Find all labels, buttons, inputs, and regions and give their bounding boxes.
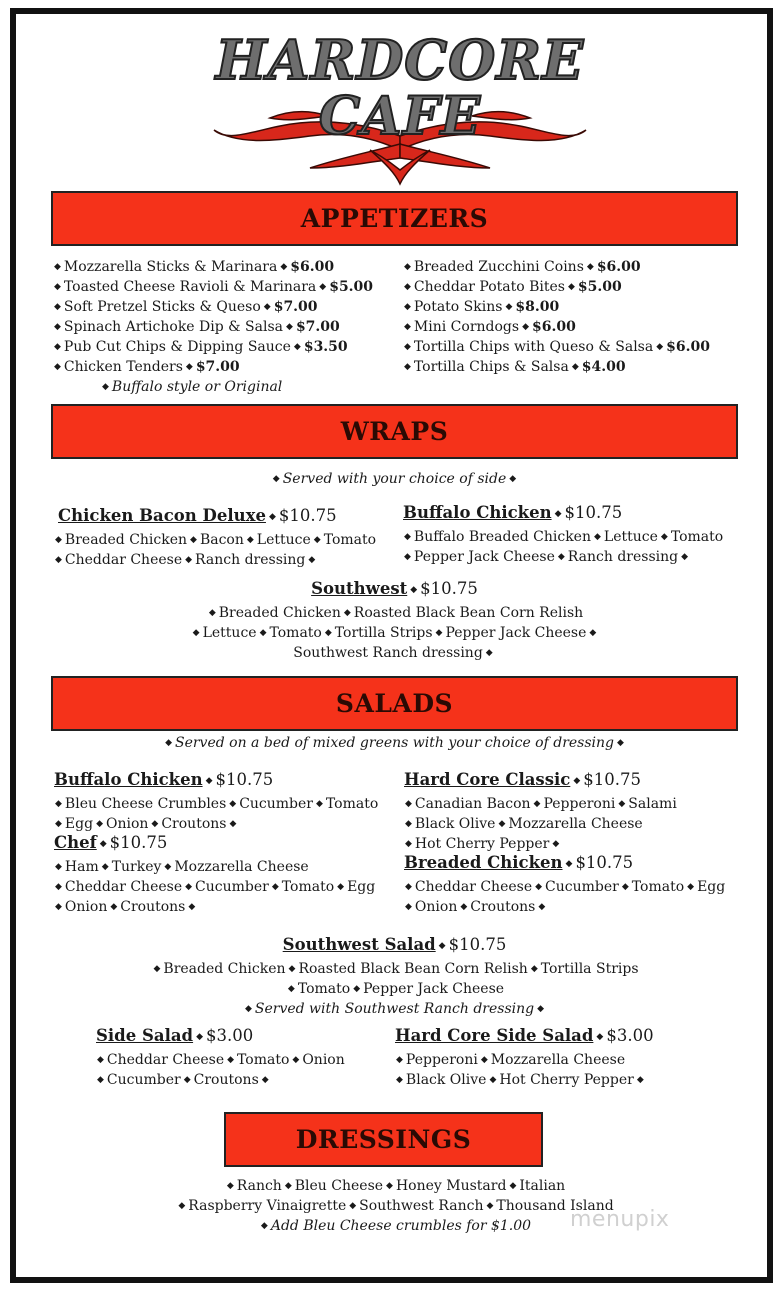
wraps-banner (51, 404, 738, 459)
list-item: ◆ Tortilla Chips with Queso & Salsa ◆ $6.00 (404, 339, 710, 355)
appetizers-banner (51, 191, 738, 246)
wraps-subtitle: ◆ Served with your choice of side ◆ (272, 471, 517, 487)
list-item: ◆ Potato Skins ◆ $8.00 (404, 299, 560, 315)
watermark: menupix (570, 1207, 670, 1232)
wraps-title: WRAPS (340, 417, 449, 446)
list-item: ◆ Mini Corndogs ◆ $6.00 (404, 319, 576, 335)
list-item: ◆ Pub Cut Chips & Dipping Sauce ◆ $3.50 (54, 339, 348, 355)
list-item: ◆ Soft Pretzel Sticks & Queso ◆ $7.00 (54, 299, 318, 315)
salads-banner (51, 676, 738, 731)
cafe-logo (210, 18, 590, 188)
appetizers-left-list (51, 257, 373, 397)
salad-hard-core-side: Hard Core Side Salad ◆ $3.00 ◆ Pepperoni ◆ Mozzarella Cheese ◆ Black Olive ◆ Hot Cherry Pepper ◆ (395, 1026, 654, 1088)
appetizers-title: APPETIZERS (300, 204, 489, 233)
salad-breaded-chicken: Breaded Chicken ◆ $10.75 ◆ Cheddar Cheese ◆ Cucumber ◆ Tomato ◆ Egg ◆ Onion ◆ Croutons ◆ (404, 853, 726, 915)
salad-southwest: Southwest Salad ◆ $10.75 ◆ Breaded Chicken ◆ Roasted Black Bean Corn Relish ◆ Tortilla Strips ◆ Tomato ◆ Pepper Jack Cheese ◆ Served with Southwest Ranch dressing ◆ (153, 935, 639, 1017)
list-item: ◆ Chicken Tenders ◆ $7.00 (54, 359, 240, 375)
salads-subtitle: ◆ Served on a bed of mixed greens with your choice of dressing ◆ (165, 735, 624, 751)
dressings-title: DRESSINGS (295, 1125, 472, 1154)
wrap-southwest: Southwest ◆ $10.75 ◆ Breaded Chicken ◆ Roasted Black Bean Corn Relish ◆ Lettuce ◆ Tomato ◆ Tortilla Strips ◆ Pepper Jack Cheese ◆ Southwest Ranch dressing ◆ (192, 579, 597, 661)
wrap-buffalo-chicken: Buffalo Chicken ◆ $10.75 ◆ Buffalo Breaded Chicken ◆ Lettuce ◆ Tomato ◆ Pepper Jack Cheese ◆ Ranch dressing ◆ (403, 503, 724, 565)
logo-line-2: CAFE (318, 86, 482, 147)
list-item: ◆ Toasted Cheese Ravioli & Marinara ◆ $5.00 (54, 279, 374, 295)
dressings-list: ◆ Ranch ◆ Bleu Cheese ◆ Honey Mustard ◆ Italian ◆ Raspberry Vinaigrette ◆ Southwest Ranch ◆ Thousand Island ◆ Add Bleu Cheese crumbles for $1.00 (178, 1178, 614, 1234)
list-item: ◆ Breaded Zucchini Coins ◆ $6.00 (404, 259, 641, 275)
appetizers-right-list (401, 257, 710, 377)
list-item: ◆ Spinach Artichoke Dip & Salsa ◆ $7.00 (54, 319, 340, 335)
salad-side: Side Salad ◆ $3.00 ◆ Cheddar Cheese ◆ Tomato ◆ Onion ◆ Cucumber ◆ Croutons ◆ (96, 1026, 345, 1088)
salad-hard-core-classic: Hard Core Classic ◆ $10.75 ◆ Canadian Bacon ◆ Pepperoni ◆ Salami ◆ Black Olive ◆ Mozzarella Cheese ◆ Hot Cherry Pepper ◆ (404, 770, 677, 852)
dressings-banner (224, 1112, 543, 1167)
salad-chef: Chef ◆ $10.75 ◆ Ham ◆ Turkey ◆ Mozzarella Cheese ◆ Cheddar Cheese ◆ Cucumber ◆ Tomato ◆ Egg ◆ Onion ◆ Croutons ◆ (54, 833, 376, 915)
logo-line-1: HARDCORE (215, 28, 585, 92)
salads-title: SALADS (335, 689, 454, 718)
wrap-chicken-bacon-deluxe: Chicken Bacon Deluxe ◆ $10.75 ◆ Breaded Chicken ◆ Bacon ◆ Lettuce ◆ Tomato ◆ Cheddar Cheese ◆ Ranch dressing ◆ (55, 506, 377, 568)
tenders-note: ◆ Buffalo style or Original (102, 379, 283, 395)
list-item: ◆ Mozzarella Sticks & Marinara ◆ $6.00 (54, 259, 335, 275)
list-item: ◆ Cheddar Potato Bites ◆ $5.00 (404, 279, 622, 295)
salad-buffalo-chicken: Buffalo Chicken ◆ $10.75 ◆ Bleu Cheese Crumbles ◆ Cucumber ◆ Tomato ◆ Egg ◆ Onion ◆ Croutons ◆ (54, 770, 379, 832)
list-item: ◆ Tortilla Chips & Salsa ◆ $4.00 (404, 359, 626, 375)
